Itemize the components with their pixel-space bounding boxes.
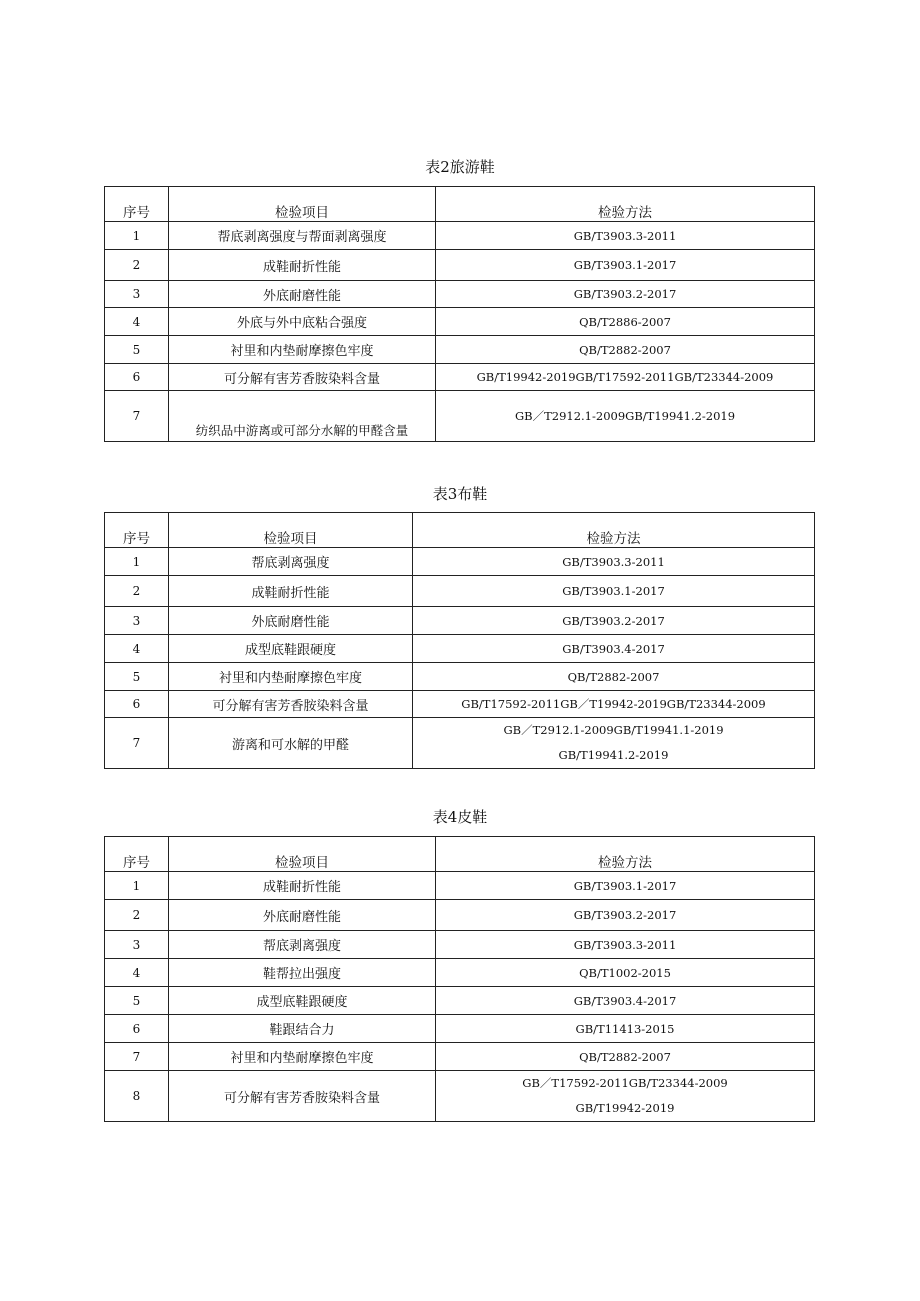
- row-method: GB/T11413-2015: [436, 1015, 815, 1043]
- table-row: [105, 548, 815, 576]
- row-number: 4: [105, 308, 169, 336]
- table-row: [105, 1071, 815, 1122]
- header-item: 检验项目: [169, 187, 436, 222]
- row-method: GB/T17592-2011GB／T19942-2019GB/T23344-2009: [413, 691, 815, 718]
- row-number: 1: [105, 548, 169, 576]
- table-4-leather-shoes: [104, 836, 815, 1122]
- table-2-travel-shoes: [104, 186, 815, 442]
- row-number: 2: [105, 250, 169, 281]
- row-number: 5: [105, 336, 169, 364]
- table-row: [105, 718, 815, 769]
- table-2-title: 表2旅游鞋: [425, 158, 495, 176]
- row-number: 7: [105, 718, 169, 769]
- table-row: [105, 576, 815, 607]
- table-row: [105, 281, 815, 308]
- row-number: 8: [105, 1071, 169, 1122]
- row-method: GB/T3903.3-2011: [436, 222, 815, 250]
- row-number: 1: [105, 872, 169, 900]
- row-method: [413, 718, 815, 769]
- row-method: GB/T3903.2-2017: [436, 900, 815, 931]
- row-item: 成鞋耐折性能: [169, 872, 436, 900]
- table-row: [105, 987, 815, 1015]
- table-row: [105, 691, 815, 718]
- row-number: 6: [105, 364, 169, 391]
- row-item: 帮底剥离强度与帮面剥离强度: [169, 222, 436, 250]
- header-seq: 序号: [105, 187, 169, 222]
- row-method: GB/T3903.2-2017: [436, 281, 815, 308]
- row-item: 帮底剥离强度: [169, 931, 436, 959]
- header-method: 检验方法: [436, 837, 815, 872]
- row-number: 2: [105, 900, 169, 931]
- header-item: 检验项目: [169, 837, 436, 872]
- row-item: 衬里和内垫耐摩擦色牢度: [169, 663, 413, 691]
- row-number: 7: [105, 1043, 169, 1071]
- row-item: 外底与外中底粘合强度: [169, 308, 436, 336]
- table-header-row: [105, 513, 815, 548]
- row-number: 6: [105, 691, 169, 718]
- row-item: 成鞋耐折性能: [169, 576, 413, 607]
- row-number: 4: [105, 635, 169, 663]
- row-method: GB／T2912.1-2009GB/T19941.2-2019: [436, 391, 815, 442]
- table-row: [105, 1043, 815, 1071]
- row-item: 衬里和内垫耐摩擦色牢度: [169, 336, 436, 364]
- method-line-1: GB／T2912.1-2009GB/T19941.1-2019: [503, 723, 724, 737]
- table-row: [105, 308, 815, 336]
- table-row: [105, 250, 815, 281]
- row-item: 外底耐磨性能: [169, 281, 436, 308]
- table-row: [105, 336, 815, 364]
- row-method: QB/T2882-2007: [436, 1043, 815, 1071]
- method-line-1: GB／T17592-2011GB/T23344-2009: [522, 1076, 728, 1090]
- row-number: 7: [105, 391, 169, 442]
- row-method: GB/T3903.1-2017: [413, 576, 815, 607]
- table-4-title: 表4皮鞋: [432, 808, 488, 826]
- table-3-title: 表3布鞋: [432, 485, 488, 503]
- row-item: 成型底鞋跟硬度: [169, 987, 436, 1015]
- row-number: 1: [105, 222, 169, 250]
- row-number: 5: [105, 663, 169, 691]
- row-number: 5: [105, 987, 169, 1015]
- row-item: 成鞋耐折性能: [169, 250, 436, 281]
- row-method: GB/T19942-2019GB/T17592-2011GB/T23344-2009: [436, 364, 815, 391]
- header-seq: 序号: [105, 513, 169, 548]
- row-item: 衬里和内垫耐摩擦色牢度: [169, 1043, 436, 1071]
- row-item: 成型底鞋跟硬度: [169, 635, 413, 663]
- row-method: QB/T2882-2007: [413, 663, 815, 691]
- row-item: 鞋跟结合力: [169, 1015, 436, 1043]
- header-seq: 序号: [105, 837, 169, 872]
- table-row: [105, 607, 815, 635]
- row-item: 可分解有害芳香胺染料含量: [169, 364, 436, 391]
- table-row: [105, 222, 815, 250]
- header-method: 检验方法: [413, 513, 815, 548]
- row-method: QB/T1002-2015: [436, 959, 815, 987]
- row-item: 帮底剥离强度: [169, 548, 413, 576]
- row-item: 鞋帮拉出强度: [169, 959, 436, 987]
- row-number: 3: [105, 281, 169, 308]
- row-method: GB/T3903.3-2011: [413, 548, 815, 576]
- table-row: [105, 900, 815, 931]
- row-item: 纺织品中游离或可部分水解的甲醛含量: [169, 391, 436, 442]
- row-method: GB/T3903.4-2017: [436, 987, 815, 1015]
- table-row: [105, 959, 815, 987]
- header-method: 检验方法: [436, 187, 815, 222]
- row-number: 2: [105, 576, 169, 607]
- row-method: GB/T3903.4-2017: [413, 635, 815, 663]
- header-item: 检验项目: [169, 513, 413, 548]
- table-header-row: [105, 837, 815, 872]
- row-item: 游离和可水解的甲醛: [169, 718, 413, 769]
- table-row: [105, 364, 815, 391]
- table-row: [105, 931, 815, 959]
- table-header-row: [105, 187, 815, 222]
- method-line-2: GB/T19942-2019: [575, 1101, 675, 1115]
- row-method: GB/T3903.3-2011: [436, 931, 815, 959]
- table-row: [105, 1015, 815, 1043]
- table-row: [105, 872, 815, 900]
- row-method: GB/T3903.2-2017: [413, 607, 815, 635]
- table-row: [105, 635, 815, 663]
- row-item: 外底耐磨性能: [169, 900, 436, 931]
- row-number: 6: [105, 1015, 169, 1043]
- row-number: 3: [105, 607, 169, 635]
- row-number: 4: [105, 959, 169, 987]
- table-row: [105, 663, 815, 691]
- row-number: 3: [105, 931, 169, 959]
- table-3-cloth-shoes: [104, 512, 815, 769]
- row-method: QB/T2886-2007: [436, 308, 815, 336]
- row-item: 外底耐磨性能: [169, 607, 413, 635]
- method-line-2: GB/T19941.2-2019: [558, 748, 669, 762]
- row-item: 可分解有害芳香胺染料含量: [169, 691, 413, 718]
- row-item: 可分解有害芳香胺染料含量: [169, 1071, 436, 1122]
- row-method: GB/T3903.1-2017: [436, 872, 815, 900]
- table-row: [105, 391, 815, 442]
- row-method: GB/T3903.1-2017: [436, 250, 815, 281]
- row-method: QB/T2882-2007: [436, 336, 815, 364]
- row-method: [436, 1071, 815, 1122]
